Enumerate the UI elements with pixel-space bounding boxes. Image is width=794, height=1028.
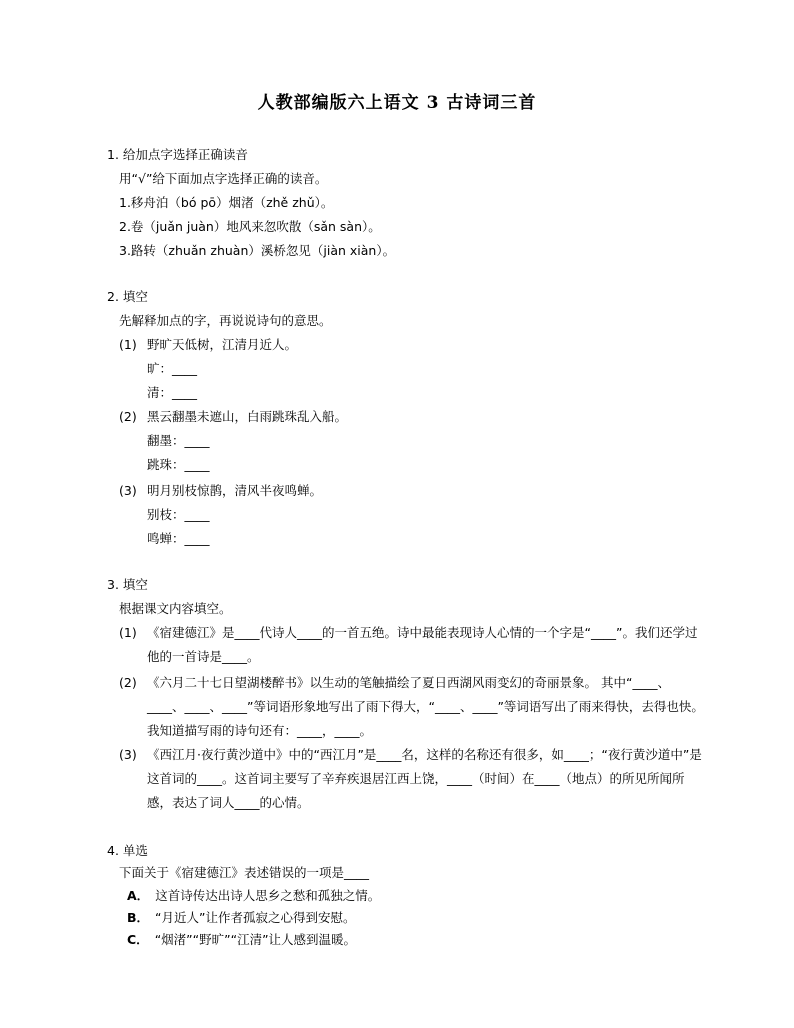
q4-intro: 下面关于《宿建德江》表述错误的一项是____ [119, 865, 370, 880]
q2-word-blank: 鸣蝉：____ [147, 531, 210, 546]
q2-word-blank: 别枝：____ [147, 507, 210, 522]
option-a[interactable] [127, 887, 380, 905]
q1-intro: 用“√”给下面加点字选择正确的读音。 [119, 171, 328, 186]
q1-item: 1.移舟泊（bó pō）烟渚（zhě zhǔ）。 [119, 195, 334, 210]
q3-heading: 3. 填空 [107, 577, 148, 592]
option-b[interactable] [127, 909, 355, 927]
q1-item: 2.卷（juǎn juàn）地风来忽吹散（sǎn sàn）。 [119, 219, 381, 234]
q3-part-text: 《宿建德江》是____代诗人____的一首五绝。诗中最能表现诗人心情的一个字是“____”。我们还学过他的一首诗是____。 [147, 625, 698, 664]
q3-part-number: (3) [119, 747, 137, 762]
q3-part-number: (1) [119, 625, 137, 640]
q2-word-blank: 翻墨：____ [147, 433, 210, 448]
option-letter: C． [127, 932, 149, 947]
q1-heading: 1. 给加点字选择正确读音 [107, 147, 248, 162]
q4-heading: 4. 单选 [107, 843, 148, 858]
q2-word-blank: 旷：____ [147, 361, 198, 376]
option-letter: B． [127, 910, 150, 925]
q2-heading: 2. 填空 [107, 289, 148, 304]
q1-item: 3.路转（zhuǎn zhuàn）溪桥忽见（jiàn xiàn）。 [119, 243, 396, 258]
option-text: 这首诗传达出诗人思乡之愁和孤独之情。 [155, 888, 381, 903]
option-text: “烟渚”“野旷”“江清”让人感到温暖。 [154, 932, 357, 947]
q2-word-blank: 跳珠：____ [147, 457, 210, 472]
option-c[interactable] [127, 931, 356, 949]
q2-part-number: (2) [119, 409, 137, 424]
q3-part-number: (2) [119, 675, 137, 690]
q2-part-number: (1) [119, 337, 137, 352]
document-title: 人教部编版六上语文 3 古诗词三首 [257, 93, 537, 113]
q3-intro: 根据课文内容填空。 [119, 601, 232, 616]
q2-part-number: (3) [119, 483, 137, 498]
q2-part-text: 黑云翻墨未遮山，白雨跳珠乱入船。 [147, 409, 348, 424]
option-letter: A． [127, 888, 150, 903]
option-text: “月近人”让作者孤寂之心得到安慰。 [155, 910, 356, 925]
q2-part-text: 明月别枝惊鹊，清风半夜鸣蝉。 [147, 483, 323, 498]
q2-intro: 先解释加点的字，再说说诗句的意思。 [119, 313, 332, 328]
q3-part-text: 《六月二十七日望湖楼醉书》以生动的笔触描绘了夏日西湖风雨变幻的奇丽景象。 其中“____、____、____、____”等词语形象地写出了雨下得大，“____、____”等词语写出了雨来得快，去得也快。我知道描写雨的诗句还有：____，____。 [147, 675, 704, 738]
q3-part-text: 《西江月·夜行黄沙道中》中的“西江月”是____名，这样的名称还有很多，如____；“夜行黄沙道中”是这首词的____。这首词主要写了辛弃疾退居江西上饶，____（时间）在____（地点）的所见所闻所感，表达了词人____的心情。 [147, 747, 702, 810]
q2-part-text: 野旷天低树，江清月近人。 [147, 337, 298, 352]
q2-word-blank: 清：____ [147, 385, 198, 400]
